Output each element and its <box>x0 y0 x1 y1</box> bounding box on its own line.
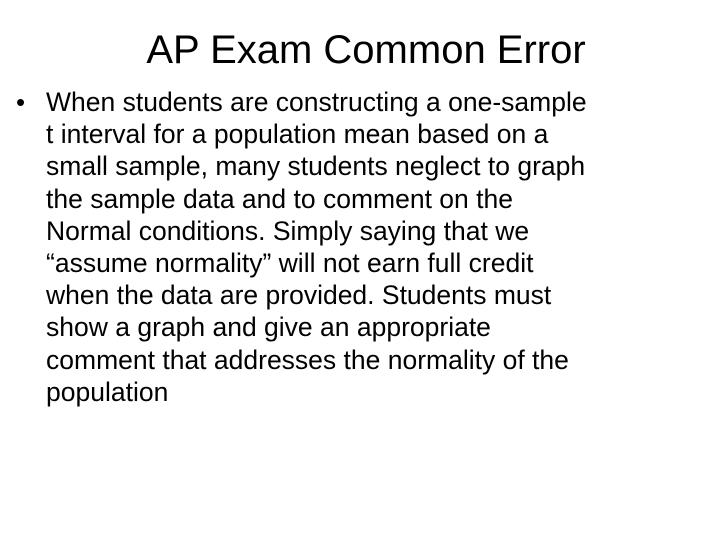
slide-title: AP Exam Common Error <box>146 28 586 72</box>
bullet-icon: • <box>16 87 26 117</box>
bullet-text: When students are constructing a one-sample t interval for a population mean based on a small sample, many students neglect to graph the sample data and to comment on the Normal conditions. Simply saying that we “assume normality” will not earn full credit when the data are provided. Students must show a graph and give an appropriate comment that addresses the normality of the population <box>46 87 587 407</box>
bullet-item <box>14 86 714 408</box>
bullet-list <box>14 86 714 408</box>
